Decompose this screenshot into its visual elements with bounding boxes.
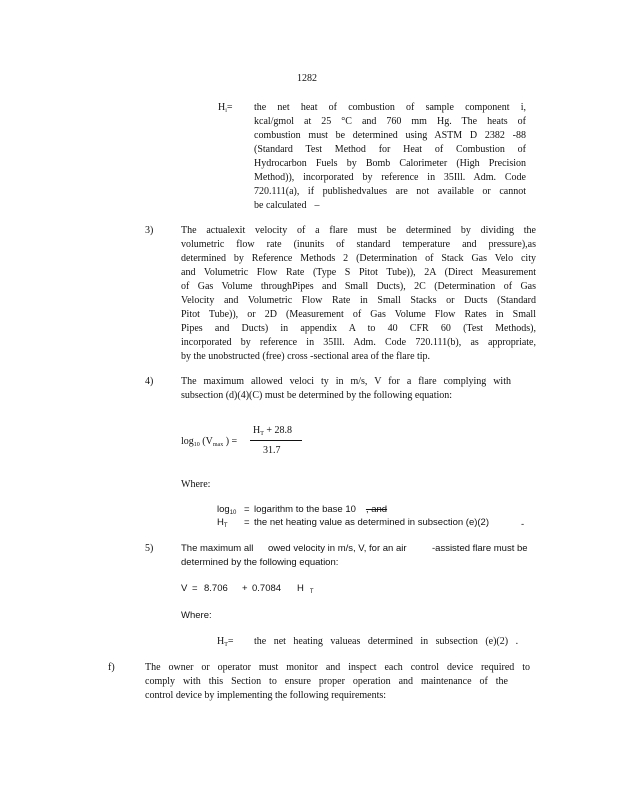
definition-symbol: $\log_{10}$	[217, 504, 237, 516]
item-number: 3)	[145, 225, 154, 236]
equation-denominator: 31.7	[263, 445, 281, 456]
item-3-text	[181, 224, 536, 364]
item-5-line-2: determined by the following equation:	[181, 557, 339, 568]
definition-text: the net heating valueas determined in subsection (e)(2) .	[254, 636, 519, 647]
text-line: kcal/gmol at 25 °C and 760 mm Hg. The heats of	[254, 116, 526, 127]
item-4-text	[181, 375, 511, 403]
text-line: Velocity and Volumetric Flow Rate in Small Stacks or Ducts (Standard	[181, 295, 536, 306]
item-5-line-1c: -assisted flare must be	[432, 543, 528, 554]
item-number: 5)	[145, 543, 154, 554]
definition-symbol: $H_T=$	[217, 636, 234, 648]
text-line: comply with this Section to ensure proper operation and maintenance of the	[145, 676, 508, 687]
text-line: Hydrocarbon Fuels by Bomb Calorimeter (High Precision	[254, 158, 526, 169]
definition-tail: -	[521, 519, 525, 530]
equation-v-symbol: V	[181, 583, 188, 594]
text-line: 720.111(a), if publishedvalues are not available or cannot	[254, 186, 526, 197]
text-line: The actualexit velocity of a flare must be determined by dividing the	[181, 225, 536, 236]
equation-coefficient: 0.7084	[252, 583, 282, 594]
definition-eq: =	[244, 517, 250, 528]
item-number: 4)	[145, 376, 154, 387]
text-line: the net heat of combustion of sample component i,	[254, 102, 526, 113]
text-line: control device by implementing the following requirements:	[145, 690, 387, 701]
item-number: f)	[108, 662, 115, 673]
equation-eq: =	[192, 583, 198, 594]
hi-symbol: $H_i=$	[218, 102, 233, 114]
definition-symbol: $H_T$	[217, 517, 228, 529]
text-line: subsection (d)(4)(C) must be determined by the following equation:	[181, 390, 453, 401]
equation-constant: 8.706	[204, 583, 228, 594]
text-line: The owner or operator must monitor and inspect each control device required to	[145, 662, 530, 673]
text-line: incorporated by reference in 35Ill. Adm. Code 720.111(b), as appropriate,	[181, 337, 536, 348]
equation-numerator: $H_T + 28.8$	[253, 425, 293, 437]
text-line: of Gas Volume throughPipes and Small Ducts), 2C (Determination of Gas	[181, 281, 536, 292]
text-line: Pipes and Ducts) in appendix A to 40 CFR 60 (Test Methods),	[181, 323, 536, 334]
item-5-line-1b: owed velocity in m/s, V, for an air	[268, 543, 407, 554]
text-line: Method)), incorporated by reference in 35Ill. Adm. Code	[254, 172, 526, 183]
where-label: Where:	[181, 479, 211, 490]
equation-lhs: $\log_{10} (V_{max}$ ) =	[181, 436, 238, 448]
fraction-bar	[250, 440, 302, 441]
text-line: be calculated –	[254, 200, 320, 211]
text-line: volumetric flow rate (inunits of standard temperature and pressure),as	[181, 239, 536, 250]
definition-eq: =	[244, 504, 250, 515]
definition-text: the net heating value as determined in subsection (e)(2)	[254, 517, 489, 528]
page-number: 1282	[297, 73, 317, 84]
item-5-line-1a: The maximum all	[181, 543, 254, 554]
where-label: Where:	[181, 610, 212, 621]
item-f-text	[145, 661, 530, 703]
text-line: combustion must be determined using ASTM D 2382 -88	[254, 130, 526, 141]
text-line: (Standard Test Method for Heat of Combustion of	[254, 144, 526, 155]
equation-plus: +	[242, 583, 248, 594]
text-line: The maximum allowed veloci ty in m/s, V for a flare complying with	[181, 376, 511, 387]
equation-ht: H $_T$	[297, 583, 314, 595]
hi-definition-text	[254, 101, 526, 213]
text-line: by the unobstructed (free) cross -sectional area of the flare tip.	[181, 351, 431, 362]
text-line: determined by Reference Methods 2 (Determination of Stack Gas Velo city	[181, 253, 536, 264]
text-line: and Volumetric Flow Rate (Type S Pitot Tube)), 2A (Direct Measurement	[181, 267, 536, 278]
text-line: Pitot Tube)), or 2D (Measurement of Gas Volume Flow Rates in Small	[181, 309, 536, 320]
definition-text: logarithm to the base 10 , and	[254, 504, 388, 515]
